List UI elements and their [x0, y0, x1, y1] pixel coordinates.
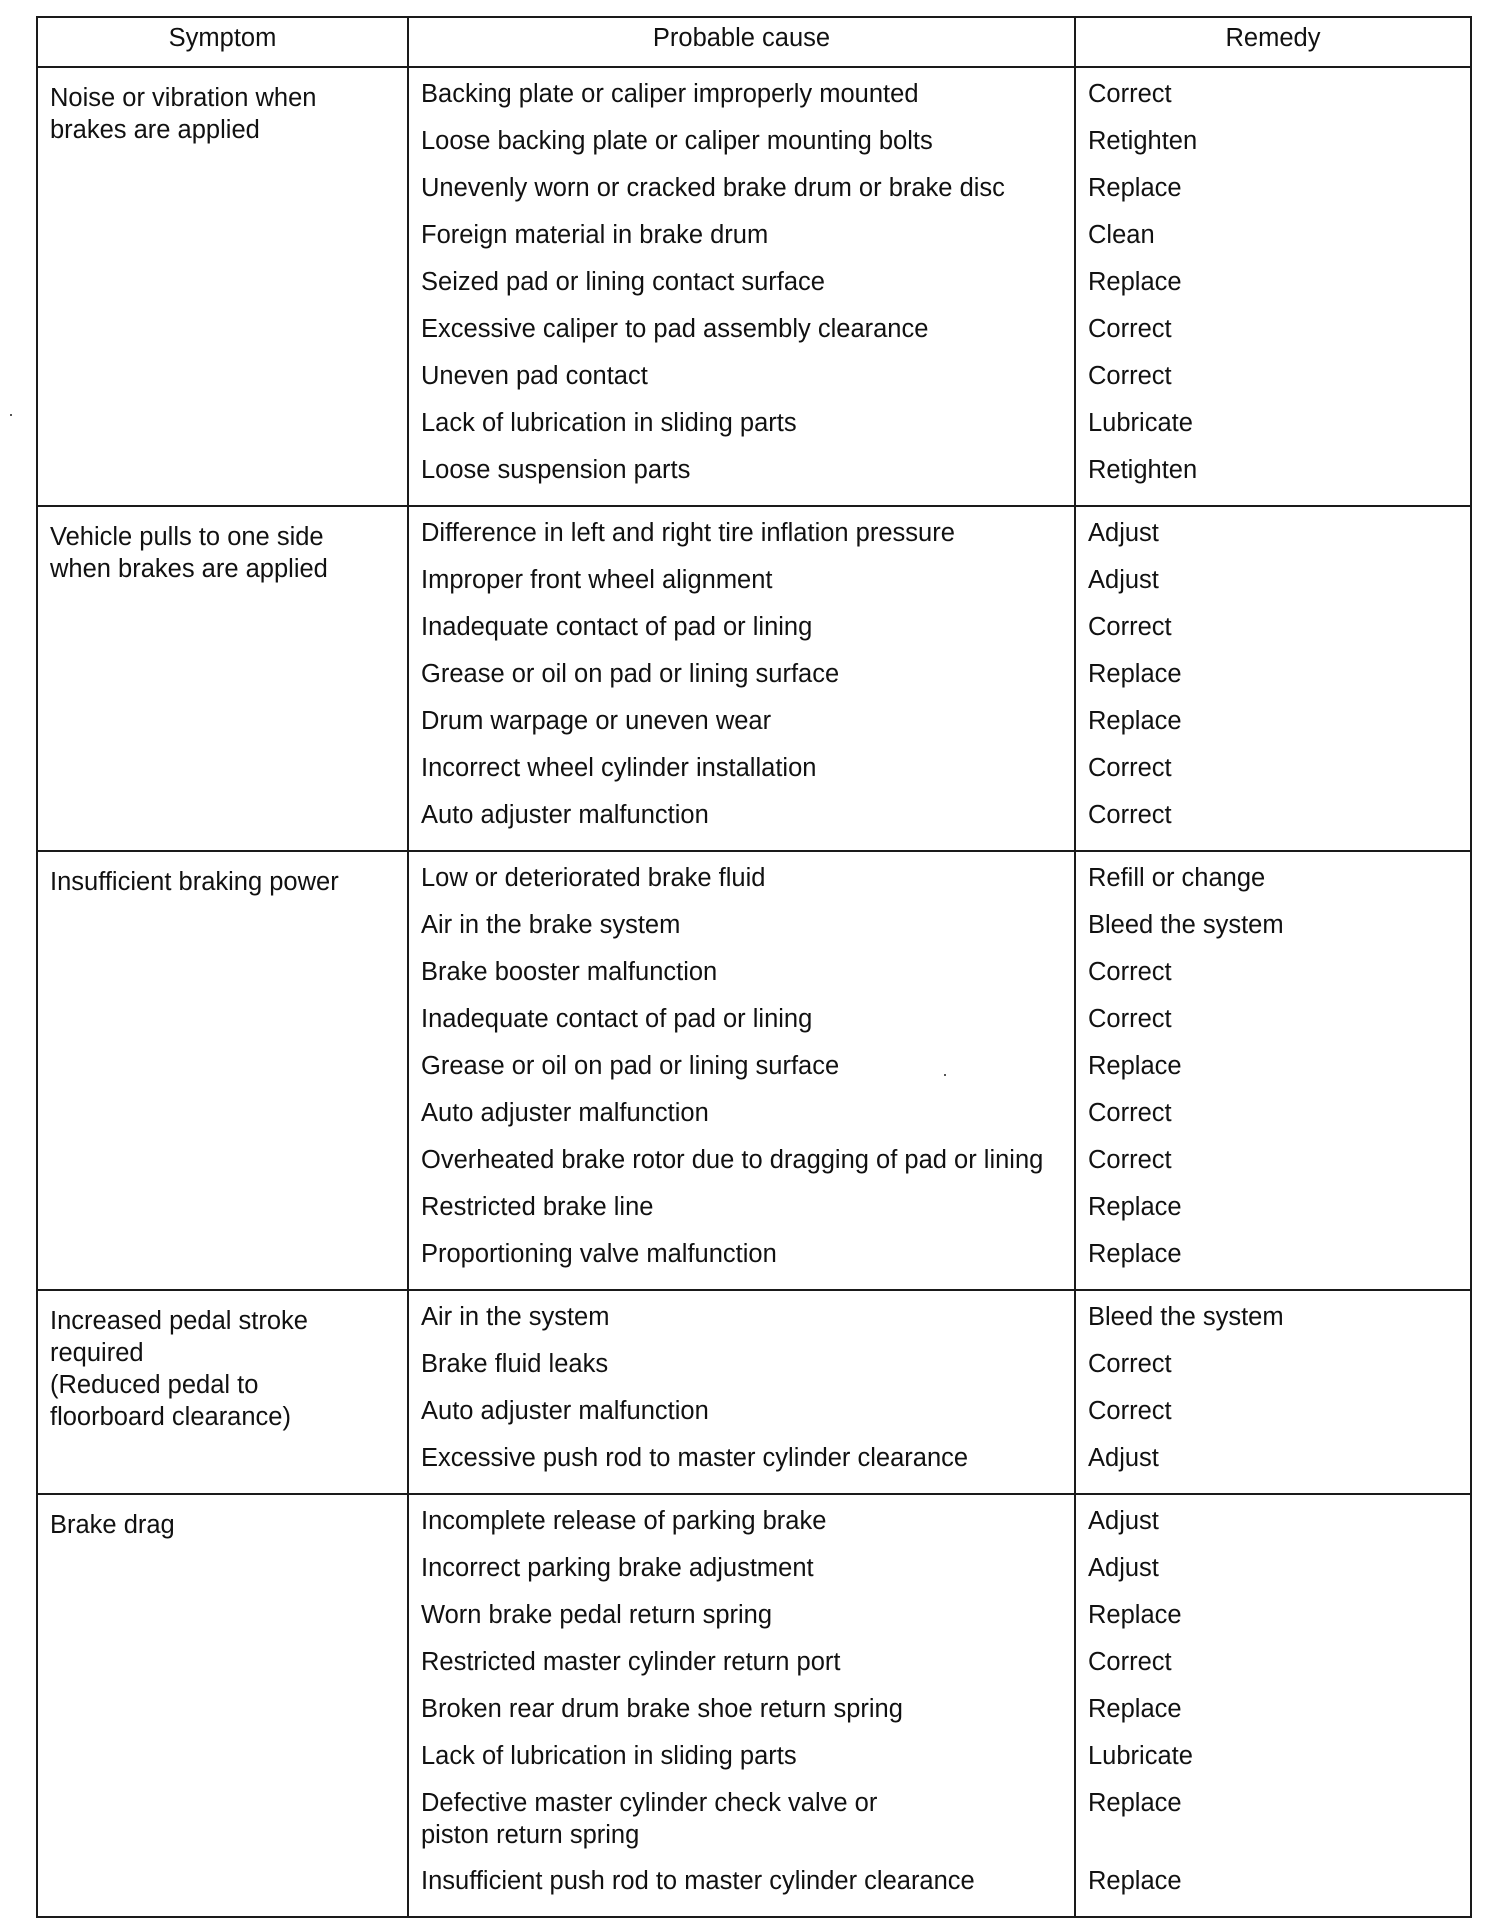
- symptom-cell: [37, 1290, 408, 1494]
- remedy-item: Replace: [1088, 1789, 1182, 1817]
- symptom-group-row: [37, 851, 1471, 1290]
- probable-cause-item: Excessive caliper to pad assembly clearance: [421, 315, 929, 343]
- remedy-item: Correct: [1088, 1350, 1172, 1378]
- remedy-cell: [1075, 67, 1471, 506]
- stray-mark: [944, 1074, 946, 1076]
- header-row: [37, 17, 1471, 67]
- probable-cause-cell: [408, 851, 1075, 1290]
- probable-cause-item: Lack of lubrication in sliding parts: [421, 1742, 797, 1770]
- probable-cause-item: Air in the system: [421, 1303, 610, 1331]
- probable-cause-item: Inadequate contact of pad or lining: [421, 613, 813, 641]
- probable-cause-cell: [408, 506, 1075, 851]
- probable-cause-item: Incorrect wheel cylinder installation: [421, 754, 817, 782]
- symptom-group-row: [37, 67, 1471, 506]
- remedy-item: Correct: [1088, 1648, 1172, 1676]
- symptom-cell: [37, 851, 408, 1290]
- probable-cause-item: Worn brake pedal return spring: [421, 1601, 773, 1629]
- remedy-item: Correct: [1088, 1397, 1172, 1425]
- remedy-item: Replace: [1088, 1193, 1182, 1221]
- remedy-item: Correct: [1088, 958, 1172, 986]
- probable-cause-item: Auto adjuster malfunction: [421, 1099, 709, 1127]
- remedy-item: Lubricate: [1088, 1742, 1193, 1770]
- probable-cause-item: Brake fluid leaks: [421, 1350, 609, 1378]
- remedy-item: Bleed the system: [1088, 911, 1284, 939]
- probable-cause-item: Air in the brake system: [421, 911, 681, 939]
- stray-mark: [10, 414, 12, 416]
- remedy-item: Replace: [1088, 1240, 1182, 1268]
- remedy-item: Correct: [1088, 1005, 1172, 1033]
- probable-cause-item: Broken rear drum brake shoe return spring: [421, 1695, 903, 1723]
- remedy-cell: [1075, 1290, 1471, 1494]
- troubleshooting-sheet: [36, 16, 1470, 1895]
- probable-cause-item: Backing plate or caliper improperly mounted: [421, 80, 919, 108]
- probable-cause-item: Restricted brake line: [421, 1193, 654, 1221]
- probable-cause-item: Drum warpage or uneven wear: [421, 707, 772, 735]
- remedy-item: Clean: [1088, 221, 1155, 249]
- symptom-text: Vehicle pulls to one side when brakes are applied: [50, 523, 328, 583]
- remedy-item: Correct: [1088, 80, 1172, 108]
- probable-cause-item: Loose suspension parts: [421, 456, 691, 484]
- symptom-group-row: [37, 1494, 1471, 1917]
- remedy-item: Correct: [1088, 315, 1172, 343]
- remedy-item: Replace: [1088, 1052, 1182, 1080]
- symptom-group-row: [37, 1290, 1471, 1494]
- remedy-item: Adjust: [1088, 1444, 1159, 1472]
- remedy-item: Replace: [1088, 174, 1182, 202]
- remedy-item: Correct: [1088, 362, 1172, 390]
- symptom-cell: [37, 1494, 408, 1917]
- probable-cause-item: Defective master cylinder check valve or piston return spring: [421, 1789, 878, 1849]
- probable-cause-item: Brake booster malfunction: [421, 958, 718, 986]
- table-body: [37, 67, 1471, 1917]
- symptom-cell: [37, 506, 408, 851]
- symptom-text: Insufficient braking power: [50, 868, 339, 896]
- remedy-item: Retighten: [1088, 456, 1198, 484]
- symptom-text: Brake drag: [50, 1511, 175, 1539]
- probable-cause-item: Proportioning valve malfunction: [421, 1240, 777, 1268]
- symptom-text: Noise or vibration when brakes are applied: [50, 84, 317, 144]
- remedy-item: Adjust: [1088, 1554, 1159, 1582]
- probable-cause-item: Difference in left and right tire inflation pressure: [421, 519, 955, 547]
- probable-cause-item: Uneven pad contact: [421, 362, 648, 390]
- symptom-cell: [37, 67, 408, 506]
- probable-cause-item: Improper front wheel alignment: [421, 566, 773, 594]
- probable-cause-item: Inadequate contact of pad or lining: [421, 1005, 813, 1033]
- remedy-item: Replace: [1088, 1867, 1182, 1895]
- remedy-cell: [1075, 1494, 1471, 1917]
- header-probable-cause: Probable cause: [408, 17, 1075, 67]
- remedy-item: Bleed the system: [1088, 1303, 1284, 1331]
- remedy-item: Replace: [1088, 660, 1182, 688]
- probable-cause-item: Excessive push rod to master cylinder clearance: [421, 1444, 969, 1472]
- probable-cause-item: Overheated brake rotor due to dragging of pad or lining: [421, 1146, 1044, 1174]
- probable-cause-item: Foreign material in brake drum: [421, 221, 769, 249]
- remedy-item: Replace: [1088, 268, 1182, 296]
- probable-cause-cell: [408, 1290, 1075, 1494]
- remedy-item: Correct: [1088, 613, 1172, 641]
- probable-cause-item: Restricted master cylinder return port: [421, 1648, 841, 1676]
- symptom-text: Increased pedal stroke required (Reduced pedal to floorboard clearance): [50, 1307, 308, 1431]
- probable-cause-item: Auto adjuster malfunction: [421, 801, 709, 829]
- probable-cause-item: Grease or oil on pad or lining surface: [421, 660, 840, 688]
- probable-cause-cell: [408, 1494, 1075, 1917]
- remedy-item: Retighten: [1088, 127, 1198, 155]
- probable-cause-item: Seized pad or lining contact surface: [421, 268, 825, 296]
- remedy-item: Correct: [1088, 1146, 1172, 1174]
- probable-cause-item: Insufficient push rod to master cylinder clearance: [421, 1867, 975, 1895]
- probable-cause-item: Unevenly worn or cracked brake drum or brake disc: [421, 174, 1005, 202]
- symptom-group-row: [37, 506, 1471, 851]
- remedy-item: Correct: [1088, 1099, 1172, 1127]
- probable-cause-cell: [408, 67, 1075, 506]
- probable-cause-item: Incorrect parking brake adjustment: [421, 1554, 814, 1582]
- remedy-item: Refill or change: [1088, 864, 1266, 892]
- remedy-item: Adjust: [1088, 519, 1159, 547]
- remedy-item: Replace: [1088, 707, 1182, 735]
- probable-cause-item: Auto adjuster malfunction: [421, 1397, 709, 1425]
- brake-troubleshooting-table: [36, 16, 1472, 1918]
- remedy-item: Correct: [1088, 801, 1172, 829]
- remedy-item: Adjust: [1088, 566, 1159, 594]
- probable-cause-item: Grease or oil on pad or lining surface: [421, 1052, 840, 1080]
- remedy-item: Correct: [1088, 754, 1172, 782]
- remedy-cell: [1075, 851, 1471, 1290]
- probable-cause-item: Incomplete release of parking brake: [421, 1507, 827, 1535]
- probable-cause-item: Lack of lubrication in sliding parts: [421, 409, 797, 437]
- remedy-item: Lubricate: [1088, 409, 1193, 437]
- header-remedy: Remedy: [1075, 17, 1471, 67]
- probable-cause-item: Loose backing plate or caliper mounting bolts: [421, 127, 933, 155]
- remedy-item: Replace: [1088, 1601, 1182, 1629]
- header-symptom: Symptom: [37, 17, 408, 67]
- probable-cause-item: Low or deteriorated brake fluid: [421, 864, 766, 892]
- remedy-item: Adjust: [1088, 1507, 1159, 1535]
- remedy-cell: [1075, 506, 1471, 851]
- remedy-item: Replace: [1088, 1695, 1182, 1723]
